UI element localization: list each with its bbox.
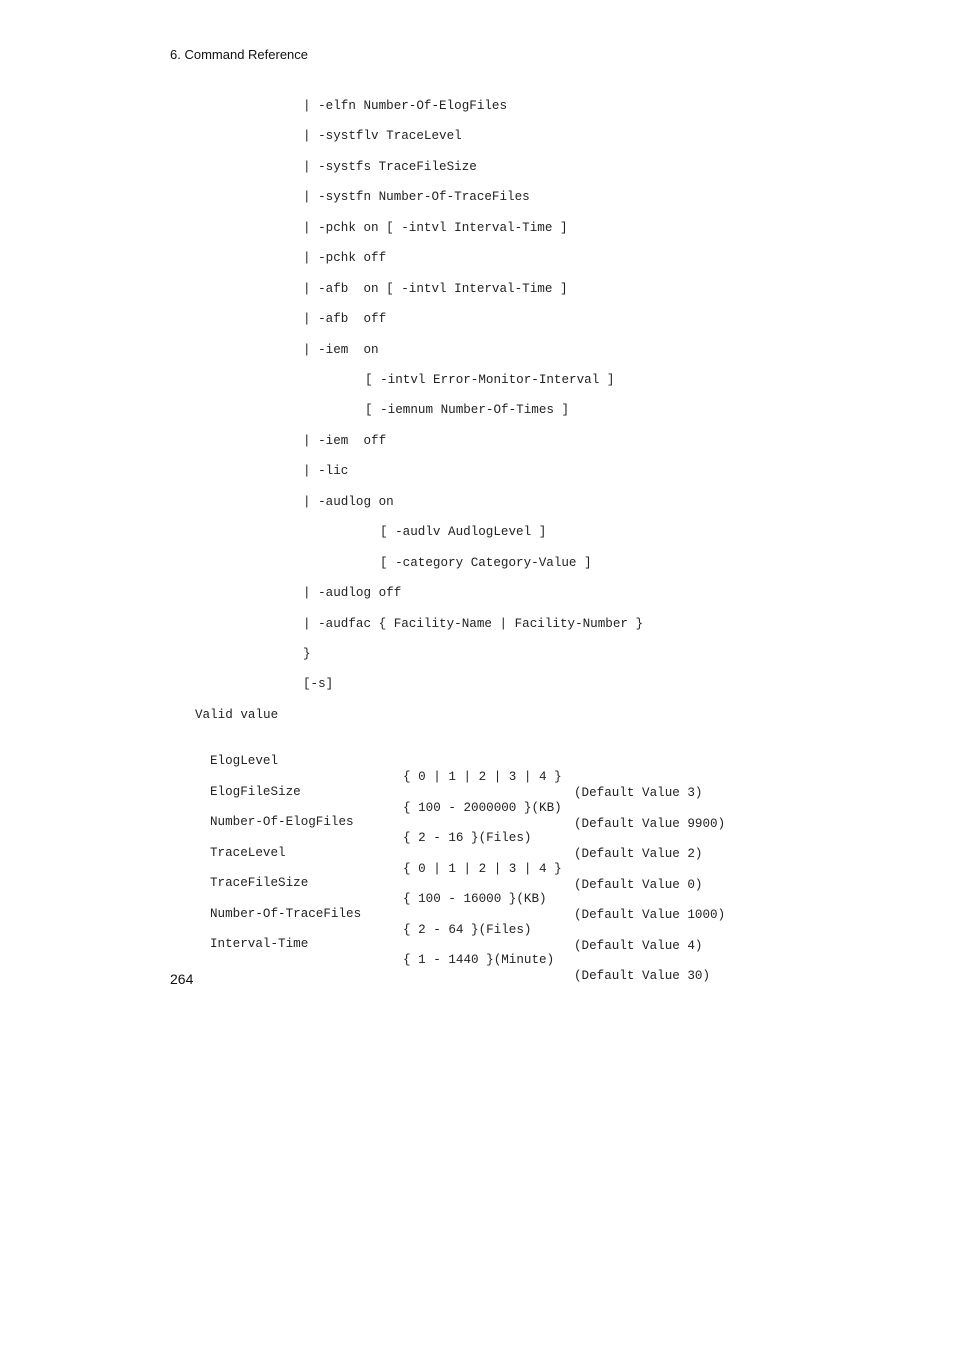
syntax-line-systfn: | -systfn Number-Of-TraceFiles — [303, 190, 530, 204]
syntax-line-systflv: | -systflv TraceLevel — [303, 129, 462, 143]
param-default: (Default Value 0) — [574, 878, 703, 892]
syntax-line-s-option: [-s] — [303, 677, 334, 691]
param-range: { 100 - 2000000 }(KB) — [403, 801, 562, 815]
syntax-line-iem-on: | -iem on — [303, 343, 379, 357]
syntax-line-pchk-off: | -pchk off — [303, 251, 387, 265]
param-name: ElogFileSize — [210, 785, 301, 799]
param-range: { 2 - 16 }(Files) — [403, 831, 532, 845]
section-header: 6. Command Reference — [170, 47, 309, 62]
syntax-line-audlog-off: | -audlog off — [303, 586, 402, 600]
syntax-line-audlv: [ -audlv AudlogLevel ] — [380, 525, 547, 539]
syntax-line-pchk-on: | -pchk on [ -intvl Interval-Time ] — [303, 221, 568, 235]
param-range: { 1 - 1440 }(Minute) — [403, 953, 555, 967]
param-range: { 100 - 16000 }(KB) — [403, 892, 547, 906]
syntax-line-closing-brace: } — [303, 647, 311, 661]
param-default: (Default Value 2) — [574, 847, 703, 861]
param-default: (Default Value 9900) — [574, 817, 726, 831]
param-range: { 0 | 1 | 2 | 3 | 4 } — [403, 862, 562, 876]
syntax-line-audlog-on: | -audlog on — [303, 495, 394, 509]
syntax-line-iemnum: [ -iemnum Number-Of-Times ] — [365, 403, 570, 417]
syntax-line-elfn: | -elfn Number-Of-ElogFiles — [303, 99, 508, 113]
param-default: (Default Value 3) — [574, 786, 703, 800]
param-name: Number-Of-TraceFiles — [210, 907, 362, 921]
param-name: Interval-Time — [210, 937, 309, 951]
syntax-line-iem-off: | -iem off — [303, 434, 387, 448]
syntax-line-afb-on: | -afb on [ -intvl Interval-Time ] — [303, 282, 568, 296]
param-name: TraceFileSize — [210, 876, 309, 890]
syntax-line-afb-off: | -afb off — [303, 312, 387, 326]
param-name: TraceLevel — [210, 846, 286, 860]
param-default: (Default Value 4) — [574, 939, 703, 953]
param-name: ElogLevel — [210, 754, 279, 768]
param-name: Number-Of-ElogFiles — [210, 815, 354, 829]
syntax-line-iem-intvl: [ -intvl Error-Monitor-Interval ] — [365, 373, 615, 387]
syntax-line-audfac: | -audfac { Facility-Name | Facility-Number } — [303, 617, 644, 631]
param-default: (Default Value 30) — [574, 969, 711, 983]
syntax-line-lic: | -lic — [303, 464, 349, 478]
syntax-line-systfs: | -systfs TraceFileSize — [303, 160, 477, 174]
param-range: { 2 - 64 }(Files) — [403, 923, 532, 937]
syntax-line-category: [ -category Category-Value ] — [380, 556, 592, 570]
param-range: { 0 | 1 | 2 | 3 | 4 } — [403, 770, 562, 784]
valid-value-heading: Valid value — [195, 708, 279, 722]
param-default: (Default Value 1000) — [574, 908, 726, 922]
page-number: 264 — [170, 971, 194, 987]
